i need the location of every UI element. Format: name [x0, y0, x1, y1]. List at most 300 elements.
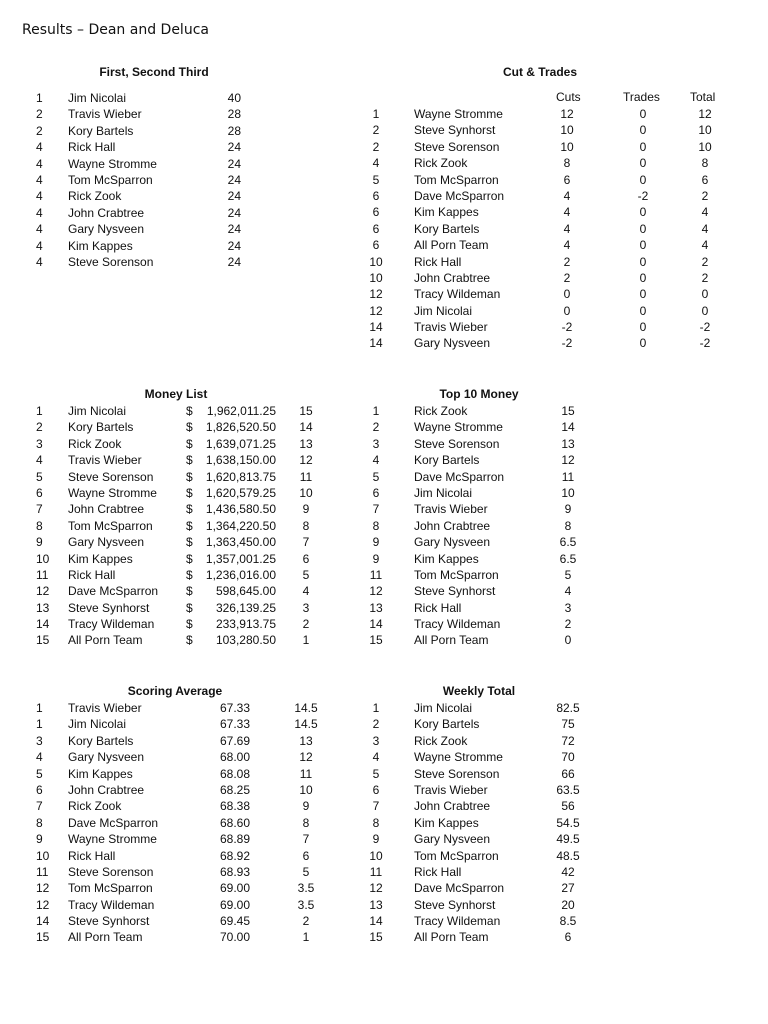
rank-cell: 2 [36, 123, 43, 138]
rank-cell: 2 [372, 717, 380, 732]
rank-cell: 1 [372, 404, 380, 418]
points-cell: 10 [561, 485, 575, 500]
name-cell: John Crabtree [414, 799, 491, 814]
trades-cell: 0 [639, 320, 647, 335]
amount-cell: 598,645.00 [215, 584, 276, 599]
rank-cell: 4 [36, 453, 43, 468]
points-cell: 24 [227, 238, 241, 253]
rank-cell: 3 [372, 436, 380, 451]
points-cell: 70 [561, 750, 575, 765]
trades-cell: -2 [637, 188, 649, 203]
name-cell: Gary Nysveen [68, 222, 145, 237]
rank-cell: 6 [36, 485, 43, 500]
name-cell: Jim Nicolai [68, 717, 127, 732]
points-cell: 11 [561, 469, 575, 484]
table-row [0, 419, 768, 435]
points-cell: 13 [561, 436, 575, 451]
cuts-cell: 2 [563, 254, 571, 269]
name-cell: John Crabtree [68, 502, 145, 517]
average-cell: 67.33 [219, 701, 250, 715]
name-cell: Travis Wieber [414, 782, 488, 797]
rank-cell: 4 [36, 156, 43, 171]
rank-cell: 9 [372, 535, 380, 550]
points-cell: 12 [299, 750, 313, 765]
points-cell: 27 [561, 881, 575, 896]
points-cell: 11 [299, 766, 313, 781]
table-row [0, 501, 768, 517]
rank-cell: 1 [36, 91, 43, 105]
table-row [0, 106, 768, 122]
table-row [0, 929, 768, 945]
rank-cell: 12 [369, 287, 383, 302]
name-cell: John Crabtree [414, 518, 491, 533]
points-cell: 54.5 [556, 815, 580, 830]
name-cell: Wayne Stromme [68, 156, 157, 171]
points-cell: 3.5 [297, 881, 315, 896]
total-cell: 4 [701, 205, 709, 220]
name-cell: Rick Hall [414, 600, 462, 615]
table-row [0, 237, 768, 253]
points-cell: 6.5 [559, 535, 577, 550]
name-cell: Gary Nysveen [414, 336, 491, 351]
name-cell: Travis Wieber [414, 502, 488, 517]
currency-cell: $ [186, 485, 193, 500]
average-cell: 68.38 [219, 799, 250, 814]
currency-cell: $ [186, 469, 193, 484]
weekly-total-table [0, 700, 768, 946]
name-cell: Gary Nysveen [68, 750, 145, 765]
name-cell: Tracy Wildeman [414, 914, 501, 929]
name-cell: John Crabtree [68, 782, 145, 797]
name-cell: All Porn Team [414, 633, 489, 648]
rank-cell: 1 [36, 404, 43, 418]
rank-cell: 2 [36, 107, 43, 122]
table-row [0, 436, 768, 452]
name-cell: Steve Synhorst [414, 584, 496, 599]
points-cell: 4 [302, 584, 310, 599]
table-row [0, 139, 768, 155]
trades-cell: 0 [639, 156, 647, 171]
rank-cell: 7 [372, 799, 380, 814]
rank-cell: 14 [369, 914, 383, 929]
points-cell: 12 [561, 453, 575, 468]
points-cell: 9 [302, 502, 310, 517]
table-row [0, 452, 768, 468]
amount-cell: 103,280.50 [215, 633, 276, 648]
average-cell: 68.00 [219, 750, 250, 765]
average-cell: 70.00 [219, 930, 250, 945]
weekly-total-title: Weekly Total [442, 684, 516, 698]
rank-cell: 1 [372, 107, 380, 121]
currency-cell: $ [186, 617, 193, 632]
name-cell: Kory Bartels [68, 733, 134, 748]
trades-cell: 0 [639, 336, 647, 351]
name-cell: Tom McSparron [414, 567, 499, 582]
points-cell: 7 [302, 535, 310, 550]
points-cell: 14.5 [294, 701, 318, 715]
points-cell: 15 [299, 404, 313, 418]
average-cell: 68.93 [219, 864, 250, 879]
total-cell: 6 [701, 172, 709, 187]
name-cell: Jim Nicolai [68, 91, 127, 105]
name-cell: Dave McSparron [414, 188, 505, 203]
table-row [0, 567, 768, 583]
name-cell: Kim Kappes [414, 815, 479, 830]
total-cell: 12 [698, 107, 712, 121]
total-cell: 4 [701, 238, 709, 253]
name-cell: Steve Sorenson [68, 254, 154, 269]
rank-cell: 4 [36, 222, 43, 237]
points-cell: 2 [302, 914, 310, 929]
currency-cell: $ [186, 404, 193, 418]
points-cell: 8 [564, 518, 572, 533]
name-cell: Kim Kappes [68, 766, 133, 781]
rank-cell: 12 [36, 897, 50, 912]
rank-cell: 2 [372, 139, 380, 154]
name-cell: Travis Wieber [68, 107, 142, 122]
rank-cell: 10 [36, 848, 50, 863]
currency-cell: $ [186, 584, 193, 599]
rank-cell: 6 [372, 205, 380, 220]
points-cell: 14 [561, 420, 575, 435]
points-cell: 42 [561, 864, 575, 879]
points-cell: 48.5 [556, 848, 580, 863]
rank-cell: 14 [369, 320, 383, 335]
points-cell: 0 [564, 633, 572, 648]
cuts-cell: 4 [563, 205, 571, 220]
rank-cell: 6 [372, 188, 380, 203]
name-cell: Steve Synhorst [68, 914, 150, 929]
points-cell: 14 [299, 420, 313, 435]
name-cell: Jim Nicolai [414, 485, 473, 500]
name-cell: Jim Nicolai [414, 303, 473, 318]
cuts-cell: 0 [563, 303, 571, 318]
name-cell: Steve Synhorst [414, 897, 496, 912]
points-cell: 24 [227, 140, 241, 155]
name-cell: Tracy Wildeman [414, 287, 501, 302]
points-cell: 28 [227, 123, 241, 138]
table-row [0, 221, 768, 237]
total-cell: 2 [701, 270, 709, 285]
trades-cell: 0 [639, 123, 647, 138]
top10-money-table [0, 403, 768, 649]
name-cell: Wayne Stromme [68, 832, 157, 847]
points-cell: 4 [564, 584, 572, 599]
average-cell: 67.69 [219, 733, 250, 748]
table-row [0, 90, 360, 106]
name-cell: Tom McSparron [68, 172, 153, 187]
points-cell: 13 [299, 436, 313, 451]
name-cell: Steve Sorenson [414, 139, 500, 154]
currency-cell: $ [186, 420, 193, 435]
amount-cell: 233,913.75 [215, 617, 276, 632]
rank-cell: 4 [36, 172, 43, 187]
table-row [0, 335, 768, 351]
points-cell: 8 [302, 815, 310, 830]
rank-cell: 6 [372, 485, 380, 500]
points-cell: 63.5 [556, 782, 580, 797]
trades-header: Trades [623, 90, 660, 104]
rank-cell: 12 [369, 584, 383, 599]
rank-cell: 1 [372, 701, 380, 715]
rank-cell: 4 [36, 254, 43, 269]
amount-cell: 1,236,016.00 [205, 567, 276, 582]
rank-cell: 4 [36, 189, 43, 204]
rank-cell: 2 [372, 420, 380, 435]
rank-cell: 4 [36, 140, 43, 155]
amount-cell: 1,357,001.25 [205, 551, 276, 566]
name-cell: Rick Zook [68, 799, 122, 814]
name-cell: Rick Hall [414, 254, 462, 269]
name-cell: All Porn Team [414, 238, 489, 253]
rank-cell: 5 [372, 766, 380, 781]
name-cell: Rick Zook [68, 189, 122, 204]
points-cell: 75 [561, 717, 575, 732]
money-list-title: Money List [144, 387, 208, 401]
cuts-cell: 2 [563, 270, 571, 285]
name-cell: Wayne Stromme [414, 107, 503, 121]
name-cell: Rick Hall [68, 848, 116, 863]
table-row [0, 286, 768, 302]
table-row [0, 319, 768, 335]
points-cell: 10 [299, 485, 313, 500]
name-cell: Tracy Wildeman [414, 617, 501, 632]
rank-cell: 12 [369, 303, 383, 318]
currency-cell: $ [186, 551, 193, 566]
cuts-cell: 10 [560, 139, 574, 154]
total-cell: 2 [701, 188, 709, 203]
points-cell: 6.5 [559, 551, 577, 566]
amount-cell: 1,363,450.00 [205, 535, 276, 550]
name-cell: Jim Nicolai [68, 404, 127, 418]
table-row [0, 749, 768, 765]
table-row [0, 155, 768, 171]
scoring-average-title: Scoring Average [127, 684, 223, 698]
rank-cell: 3 [372, 733, 380, 748]
points-cell: 5 [302, 864, 310, 879]
table-row [0, 632, 768, 648]
rank-cell: 4 [36, 205, 43, 220]
amount-cell: 1,962,011.25 [206, 404, 276, 418]
trades-cell: 0 [639, 107, 647, 121]
page-title: Results – Dean and Deluca [22, 22, 209, 38]
points-cell: 6 [302, 848, 310, 863]
cuts-header: Cuts [556, 90, 581, 104]
name-cell: Steve Synhorst [414, 123, 496, 138]
total-cell: 0 [701, 287, 709, 302]
name-cell: Kory Bartels [414, 221, 480, 236]
rank-cell: 4 [36, 238, 43, 253]
name-cell: Jim Nicolai [414, 701, 473, 715]
rank-cell: 15 [369, 633, 383, 648]
name-cell: Tom McSparron [414, 848, 499, 863]
table-row [0, 848, 768, 864]
points-cell: 3.5 [297, 897, 315, 912]
points-cell: 9 [564, 502, 572, 517]
table-row [0, 204, 768, 220]
table-row [0, 172, 768, 188]
name-cell: All Porn Team [68, 633, 143, 648]
trades-cell: 0 [639, 205, 647, 220]
first-second-third-title: First, Second Third [99, 65, 209, 79]
average-cell: 68.89 [219, 832, 250, 847]
name-cell: Wayne Stromme [414, 750, 503, 765]
name-cell: Kim Kappes [68, 551, 133, 566]
rank-cell: 9 [36, 832, 43, 847]
points-cell: 14.5 [294, 717, 318, 732]
cut-trades-title: Cut & Trades [502, 65, 577, 79]
points-cell: 1 [302, 633, 310, 648]
rank-cell: 12 [36, 584, 50, 599]
table-row [0, 303, 768, 319]
average-cell: 68.25 [219, 782, 250, 797]
rank-cell: 15 [369, 930, 383, 945]
trades-cell: 0 [639, 287, 647, 302]
name-cell: Tom McSparron [68, 518, 153, 533]
currency-cell: $ [186, 600, 193, 615]
points-cell: 24 [227, 156, 241, 171]
name-cell: All Porn Team [68, 930, 143, 945]
cuts-cell: -2 [561, 320, 573, 335]
table-row [0, 815, 768, 831]
rank-cell: 11 [36, 567, 49, 582]
points-cell: 10 [299, 782, 313, 797]
rank-cell: 2 [372, 123, 380, 138]
total-cell: 2 [701, 254, 709, 269]
name-cell: Kory Bartels [414, 453, 480, 468]
rank-cell: 14 [369, 617, 383, 632]
currency-cell: $ [186, 436, 193, 451]
points-cell: 7 [302, 832, 310, 847]
name-cell: Dave McSparron [414, 881, 505, 896]
cuts-cell: 0 [563, 287, 571, 302]
name-cell: Tom McSparron [414, 172, 499, 187]
points-cell: 2 [302, 617, 310, 632]
rank-cell: 15 [36, 633, 50, 648]
trades-cell: 0 [639, 172, 647, 187]
trades-cell: 0 [639, 270, 647, 285]
rank-cell: 10 [36, 551, 50, 566]
rank-cell: 14 [36, 914, 50, 929]
points-cell: 24 [227, 222, 241, 237]
points-cell: 9 [302, 799, 310, 814]
table-row [0, 798, 768, 814]
table-row [0, 733, 768, 749]
name-cell: Kim Kappes [414, 205, 479, 220]
points-cell: 49.5 [556, 832, 580, 847]
table-row [0, 831, 768, 847]
average-cell: 68.08 [219, 766, 250, 781]
name-cell: Rick Hall [68, 567, 116, 582]
table-row [0, 766, 768, 782]
rank-cell: 4 [372, 453, 380, 468]
currency-cell: $ [186, 518, 193, 533]
table-row [0, 700, 768, 716]
rank-cell: 14 [369, 336, 383, 351]
rank-cell: 6 [372, 782, 380, 797]
total-cell: 8 [701, 156, 709, 171]
table-row [0, 897, 768, 913]
table-row [0, 188, 768, 204]
rank-cell: 11 [369, 567, 383, 582]
trades-cell: 0 [639, 254, 647, 269]
table-row [0, 782, 768, 798]
cuts-cell: -2 [561, 336, 573, 351]
table-row [0, 122, 768, 138]
amount-cell: 326,139.25 [215, 600, 276, 615]
name-cell: Rick Hall [414, 864, 462, 879]
rank-cell: 10 [369, 270, 383, 285]
name-cell: Kory Bartels [414, 717, 480, 732]
rank-cell: 14 [36, 617, 50, 632]
total-cell: 10 [698, 139, 712, 154]
rank-cell: 5 [372, 469, 380, 484]
rank-cell: 5 [36, 766, 43, 781]
points-cell: 6 [302, 551, 310, 566]
points-cell: 15 [561, 404, 575, 418]
points-cell: 6 [564, 930, 572, 945]
name-cell: Rick Zook [414, 404, 468, 418]
amount-cell: 1,620,579.25 [205, 485, 276, 500]
name-cell: Gary Nysveen [68, 535, 145, 550]
average-cell: 67.33 [219, 717, 250, 732]
points-cell: 8.5 [559, 914, 577, 929]
table-row [0, 583, 768, 599]
name-cell: Travis Wieber [68, 453, 142, 468]
name-cell: Tom McSparron [68, 881, 153, 896]
table-row [0, 270, 768, 286]
rank-cell: 10 [369, 254, 383, 269]
name-cell: Wayne Stromme [68, 485, 157, 500]
points-cell: 24 [227, 172, 241, 187]
rank-cell: 10 [369, 848, 383, 863]
rank-cell: 2 [36, 420, 43, 435]
rank-cell: 6 [372, 238, 380, 253]
name-cell: Kory Bartels [68, 123, 134, 138]
name-cell: Steve Sorenson [68, 864, 154, 879]
rank-cell: 8 [36, 815, 43, 830]
name-cell: Steve Sorenson [68, 469, 154, 484]
name-cell: Gary Nysveen [414, 832, 491, 847]
points-cell: 40 [227, 91, 241, 105]
rank-cell: 4 [372, 156, 380, 171]
rank-cell: 5 [372, 172, 380, 187]
name-cell: Rick Hall [68, 140, 116, 155]
trades-cell: 0 [639, 139, 647, 154]
currency-cell: $ [186, 633, 193, 648]
rank-cell: 5 [36, 469, 43, 484]
points-cell: 82.5 [556, 701, 580, 715]
cut-trades-table [0, 106, 768, 352]
name-cell: Gary Nysveen [414, 535, 491, 550]
rank-cell: 7 [372, 502, 380, 517]
name-cell: Steve Sorenson [414, 436, 500, 451]
amount-cell: 1,639,071.25 [205, 436, 276, 451]
amount-cell: 1,620,813.75 [205, 469, 276, 484]
rank-cell: 7 [36, 799, 43, 814]
total-cell: 0 [701, 303, 709, 318]
cuts-cell: 8 [563, 156, 571, 171]
rank-cell: 11 [36, 864, 49, 879]
cuts-cell: 4 [563, 238, 571, 253]
currency-cell: $ [186, 567, 193, 582]
top10-money-title: Top 10 Money [439, 387, 519, 401]
cuts-cell: 4 [563, 188, 571, 203]
points-cell: 11 [299, 469, 313, 484]
rank-cell: 15 [36, 930, 50, 945]
rank-cell: 8 [372, 518, 380, 533]
points-cell: 24 [227, 205, 241, 220]
